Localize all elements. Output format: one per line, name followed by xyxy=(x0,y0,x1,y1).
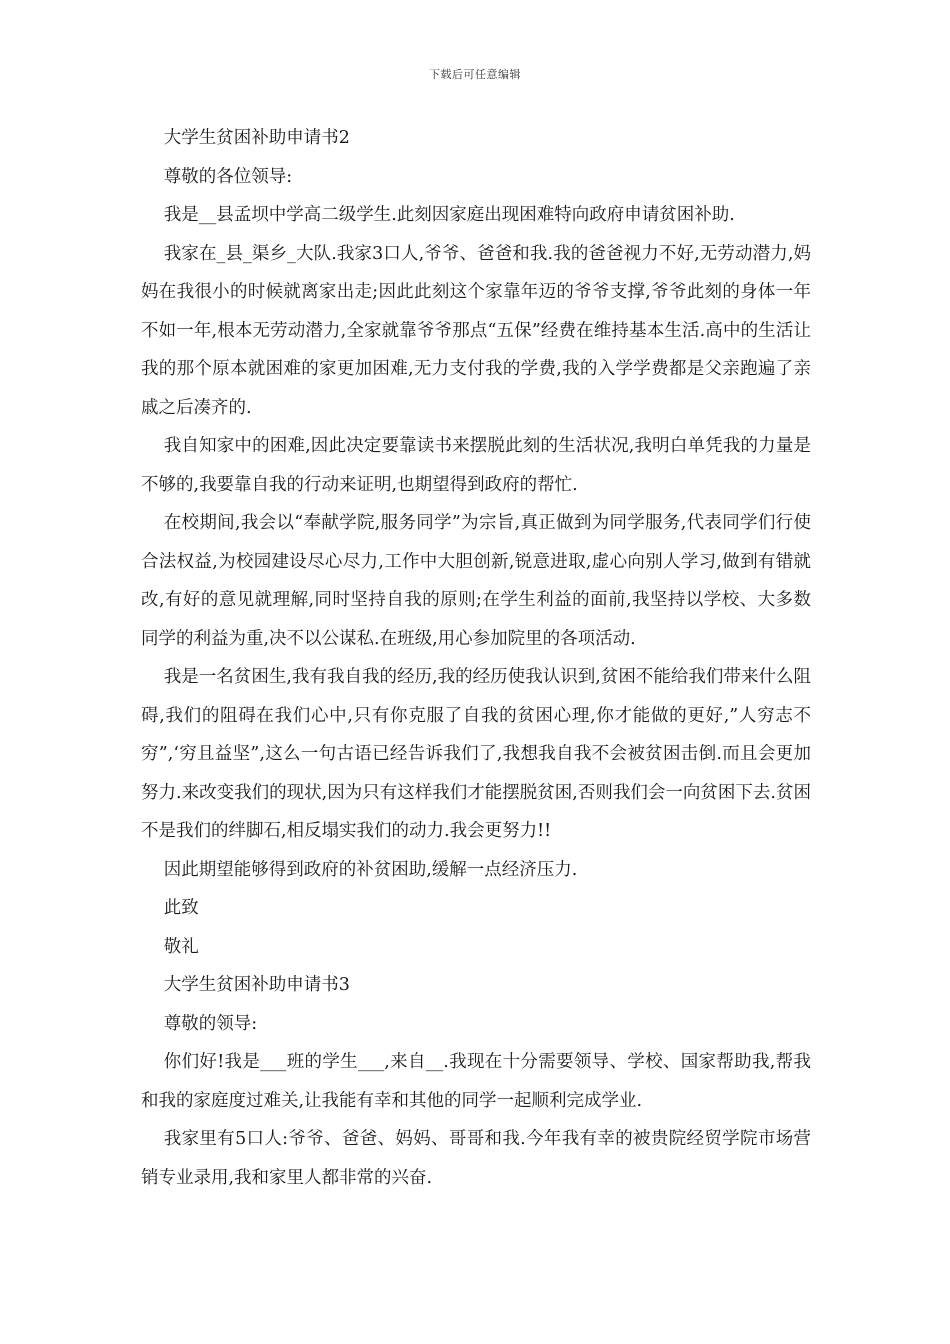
section-title: 大学生贫困补助申请书2 xyxy=(163,128,350,148)
paragraph: 我是一名贫困生,我有我自我的经历,我的经历使我认识到,贫困不能给我们带来什么阻碍,我们的阻碍在我们心中,只有你克服了自我的贫困心理,你才能做的更好,”人穷志不穷”,‘穷且益坚”,这么一句古语已经告诉我们了,我想我自我不会被贫困击倒.而且会更加努力.来改变我们的现状,因为只有这样我们才能摆脱贫困,否则我们会一向贫困下去.贫困不是我们的绊脚石,相反塌实我们的动力.我会更努力!! xyxy=(141,667,811,841)
paragraph: 在校期间,我会以“奉献学院,服务同学”为宗旨,真正做到为同学服务,代表同学们行使合法权益,为校园建设尽心尽力,工作中大胆创新,锐意进取,虚心向别人学习,做到有错就改,有好的意见就理解,同时坚持自我的原则;在学生利益的面前,我坚持以学校、大多数同学的利益为重,决不以公谋私.在班级,用心参加院里的各项活动. xyxy=(141,513,811,649)
paragraph: 我自知家中的困难,因此决定要靠读书来摆脱此刻的生活状况,我明白单凭我的力量是不够的,我要靠自我的行动来证明,也期望得到政府的帮忙. xyxy=(141,436,811,495)
closing-line: 敬礼 xyxy=(163,936,199,957)
section-title: 大学生贫困补助申请书3 xyxy=(163,975,350,995)
paragraph: 你们好!我是___班的学生___,来自__.我现在十分需要领导、学校、国家帮助我,帮我和我的家庭度过难关,让我能有幸和其他的同学一起顺利完成学业. xyxy=(141,1052,811,1111)
paragraph: 因此期望能够得到政府的补贫困助,缓解一点经济压力. xyxy=(163,859,578,880)
salutation: 尊敬的领导: xyxy=(163,1013,258,1034)
paragraph: 我是__县孟坝中学高二级学生.此刻因家庭出现困难特向政府申请贫困补助. xyxy=(163,205,735,225)
document-body xyxy=(141,119,811,1197)
page-header-note: 下载后可任意编辑 xyxy=(429,68,521,81)
paragraph: 我家在_县_渠乡_大队.我家3口人,爷爷、爸爸和我.我的爸爸视力不好,无劳动潜力,妈妈在我很小的时候就离家出走;因此此刻这个家靠年迈的爷爷支撑,爷爷此刻的身体一年不如一年,根本无劳动潜力,全家就靠爷爷那点“五保”经费在维持基本生活.高中的生活让我的那个原本就困难的家更加困难,无力支付我的学费,我的入学学费都是父亲跑遍了亲戚之后凑齐的. xyxy=(141,243,811,418)
closing-line: 此致 xyxy=(163,898,199,918)
paragraph: 我家里有5口人:爷爷、爸爸、妈妈、哥哥和我.今年我有幸的被贵院经贸学院市场营销专业录用,我和家里人都非常的兴奋. xyxy=(141,1129,811,1188)
salutation: 尊敬的各位领导: xyxy=(163,166,293,187)
